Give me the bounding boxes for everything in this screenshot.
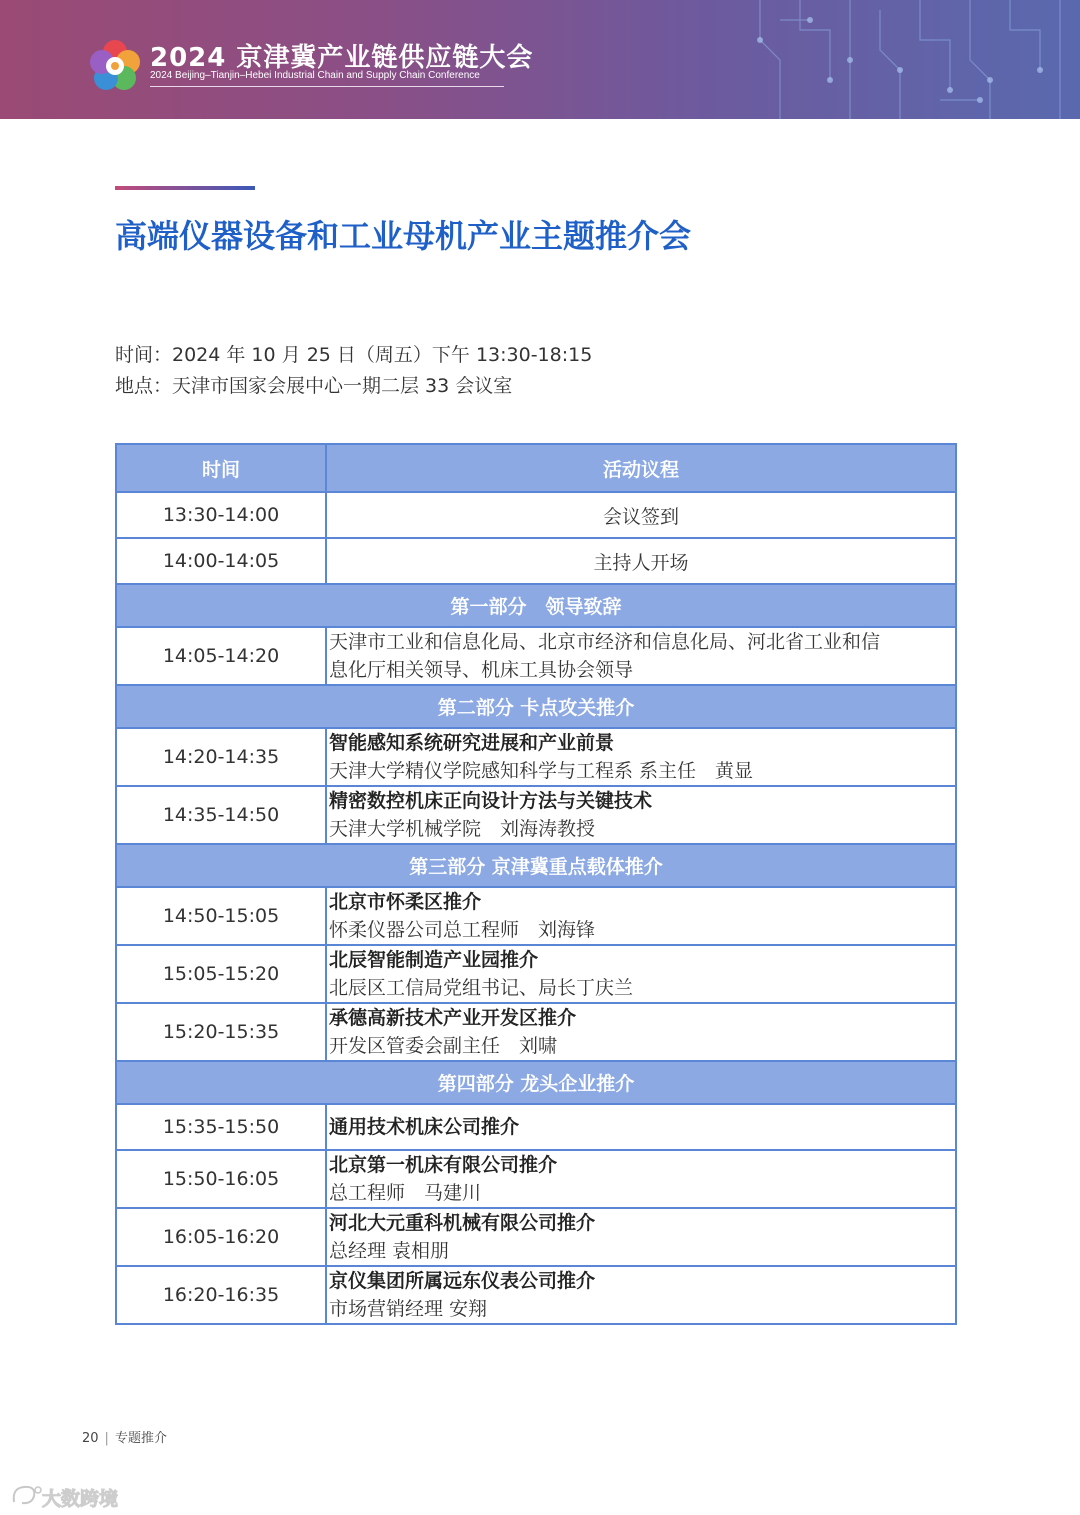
- agenda-item-line: 天津市工业和信息化局、北京市经济和信息化局、河北省工业和信: [329, 631, 881, 653]
- section-row: [116, 584, 956, 627]
- table-row: [116, 1208, 956, 1266]
- agenda-item-line: 息化厅相关领导、机床工具协会领导: [329, 659, 634, 681]
- time-slot: 16:20-16:35: [116, 1266, 326, 1324]
- time-slot: 15:20-15:35: [116, 1003, 326, 1061]
- agenda-item-title: 精密数控机床正向设计方法与关键技术: [329, 790, 653, 812]
- section-title: 第二部分 卡点攻关推介: [116, 685, 956, 728]
- table-row: [116, 1150, 956, 1208]
- time-slot: 14:50-15:05: [116, 887, 326, 945]
- agenda-item-speaker: 北辰区工信局党组书记、局长丁庆兰: [329, 977, 634, 999]
- time-slot: 15:35-15:50: [116, 1104, 326, 1150]
- table-row: [116, 887, 956, 945]
- time-slot: 16:05-16:20: [116, 1208, 326, 1266]
- conference-logo: [86, 36, 144, 94]
- time-slot: 14:20-14:35: [116, 728, 326, 786]
- agenda-item-speaker: 天津大学机械学院 刘海涛教授: [329, 818, 596, 840]
- page-title: 高端仪器设备和工业母机产业主题推介会: [115, 217, 692, 255]
- section-title: 第四部分 龙头企业推介: [116, 1061, 956, 1104]
- agenda-item-title: 通用技术机床公司推介: [329, 1116, 520, 1138]
- agenda-item-speaker: 总工程师 马建川: [329, 1182, 482, 1204]
- agenda-item-speaker: 市场营销经理 安翔: [329, 1298, 488, 1320]
- agenda-item-title: 河北大元重科机械有限公司推介: [329, 1212, 596, 1234]
- table-row: [116, 1104, 956, 1150]
- table-row: [116, 1003, 956, 1061]
- section-row: [116, 685, 956, 728]
- table-row: [116, 538, 956, 584]
- time-slot: 14:05-14:20: [116, 627, 326, 685]
- agenda-item-speaker: 怀柔仪器公司总工程师 刘海锋: [329, 919, 596, 941]
- title-accent-bar: [115, 186, 255, 190]
- banner-divider: [150, 86, 504, 87]
- agenda-item: [326, 887, 956, 945]
- agenda-item: [326, 627, 956, 685]
- agenda-item: [326, 1208, 956, 1266]
- conference-subtitle: 2024 Beijing–Tianjin–Hebei Industrial Chain and Supply Chain Conference: [150, 70, 480, 81]
- agenda-item-speaker: 总经理 袁相朋: [329, 1240, 450, 1262]
- agenda-item-title: 智能感知系统研究进展和产业前景: [329, 732, 615, 754]
- page-number: 20: [82, 1431, 99, 1446]
- agenda-text: 会议签到: [326, 492, 956, 538]
- header-banner: [0, 0, 1080, 119]
- table-row: [116, 728, 956, 786]
- agenda-item-title: 承德高新技术产业开发区推介: [329, 1007, 577, 1029]
- agenda-item-title: 北辰智能制造产业园推介: [329, 949, 539, 971]
- agenda-item: [326, 1003, 956, 1061]
- agenda-table: [115, 443, 957, 1325]
- section-title: 第一部分 领导致辞: [116, 584, 956, 627]
- section-title: 第三部分 京津冀重点载体推介: [116, 844, 956, 887]
- event-time: 时间：2024 年 10 月 25 日（周五）下午 13:30-18:15: [115, 344, 593, 366]
- table-row: [116, 945, 956, 1003]
- header-agenda: 活动议程: [326, 444, 956, 492]
- agenda-item: [326, 1104, 956, 1150]
- page-footer: [82, 1427, 167, 1446]
- agenda-item: [326, 786, 956, 844]
- section-row: [116, 1061, 956, 1104]
- table-row: [116, 492, 956, 538]
- agenda-item: [326, 945, 956, 1003]
- conference-title: 2024 京津冀产业链供应链大会: [150, 43, 534, 73]
- time-slot: 14:35-14:50: [116, 786, 326, 844]
- agenda-item-speaker: 天津大学精仪学院感知科学与工程系 系主任 黄显: [329, 760, 754, 782]
- time-slot: 13:30-14:00: [116, 492, 326, 538]
- agenda-item-speaker: 开发区管委会副主任 刘啸: [329, 1035, 558, 1057]
- time-slot: 14:00-14:05: [116, 538, 326, 584]
- circuit-pattern: [740, 0, 1080, 119]
- agenda-item-title: 京仪集团所属远东仪表公司推介: [329, 1270, 596, 1292]
- table-row: [116, 1266, 956, 1324]
- agenda-item: [326, 1150, 956, 1208]
- agenda-text: 主持人开场: [326, 538, 956, 584]
- watermark-text: 大数跨境: [42, 1488, 119, 1510]
- section-row: [116, 844, 956, 887]
- agenda-item: [326, 728, 956, 786]
- time-slot: 15:50-16:05: [116, 1150, 326, 1208]
- time-slot: 15:05-15:20: [116, 945, 326, 1003]
- agenda-item-title: 北京市怀柔区推介: [329, 891, 482, 913]
- table-row: [116, 786, 956, 844]
- table-header-row: [116, 444, 956, 492]
- footer-separator: |: [104, 1431, 109, 1446]
- footer-section: 专题推介: [114, 1431, 167, 1446]
- header-time: 时间: [116, 444, 326, 492]
- agenda-item-title: 北京第一机床有限公司推介: [329, 1154, 558, 1176]
- table-row: [116, 627, 956, 685]
- event-place: 地点：天津市国家会展中心一期二层 33 会议室: [115, 375, 513, 397]
- agenda-item: [326, 1266, 956, 1324]
